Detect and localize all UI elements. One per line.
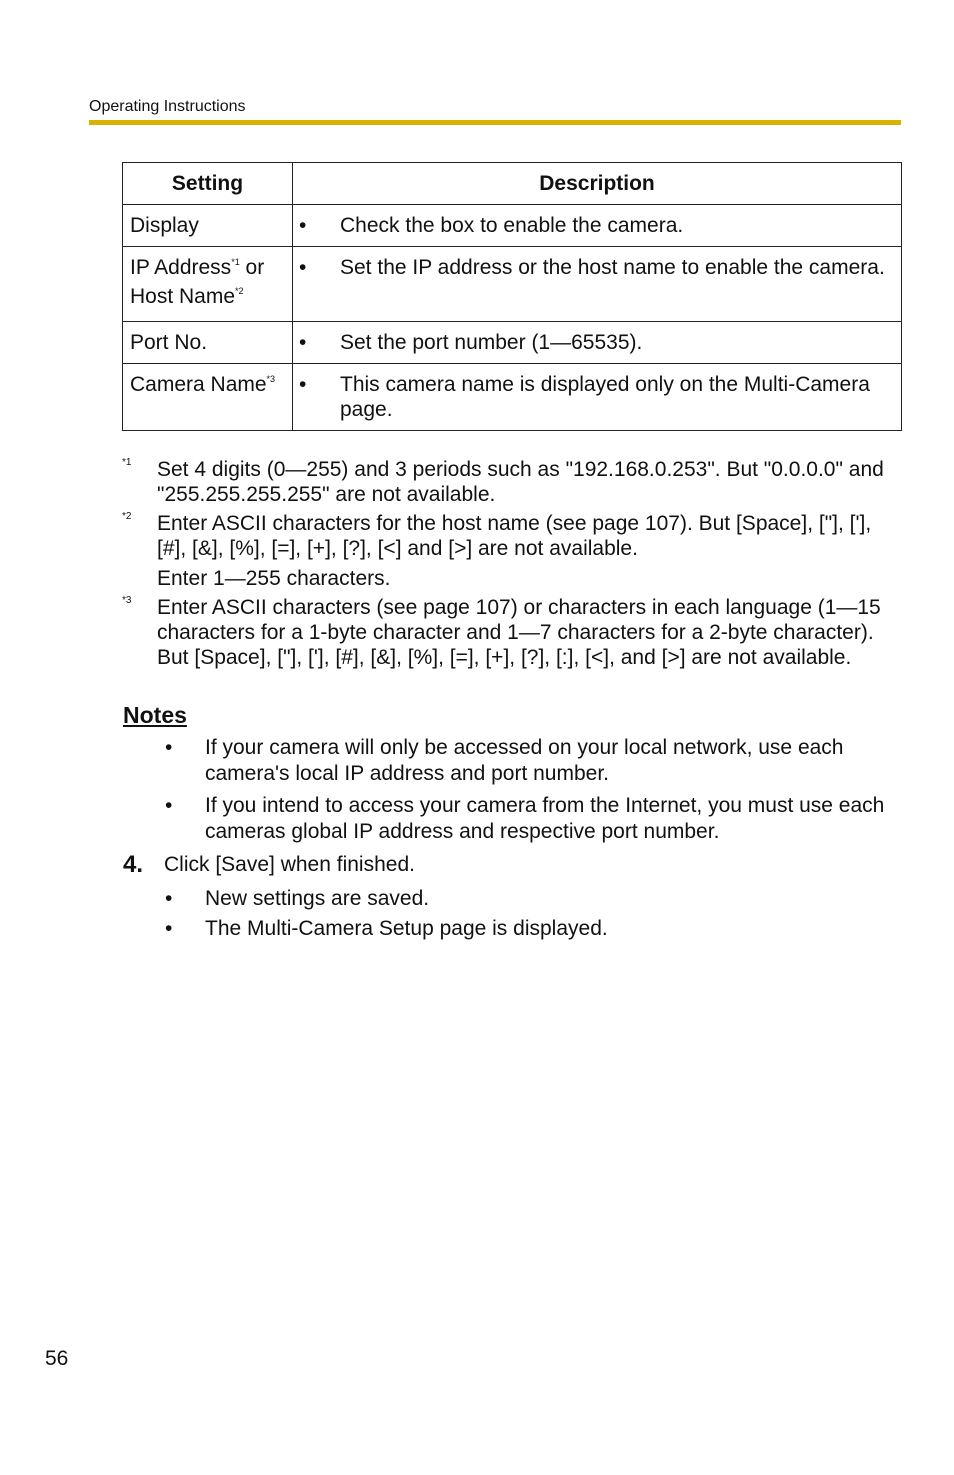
bullet: •: [299, 331, 307, 354]
description-cell: [293, 364, 902, 431]
bullet: •: [165, 794, 173, 817]
table-row: [123, 364, 902, 431]
running-header: Operating Instructions: [89, 98, 246, 115]
footnote-ref: *1: [231, 257, 240, 267]
footnote-text: Enter ASCII characters (see page 107) or characters in each language (1—15 characters for a 1-byte character and 1—7 characters for a 2-byte character). But [Space], ["], ['], [#], [&], [%], [=], [+], [?], [:], [<], and [>] are not available.: [157, 596, 881, 669]
table-row: [123, 205, 902, 247]
note-item: [165, 735, 905, 787]
notes-heading: Notes: [123, 702, 187, 728]
setting-name: Camera Name: [130, 373, 267, 396]
setting-cell: [123, 205, 293, 247]
bullet: •: [299, 214, 307, 237]
bullet: •: [165, 736, 173, 759]
note-item: [165, 793, 905, 845]
setting-cell: [123, 364, 293, 431]
footnote-ref: *2: [235, 286, 244, 296]
footnote-mark: *3: [122, 595, 132, 606]
setting-name: Host Name: [130, 285, 236, 308]
bullet: •: [299, 256, 307, 279]
bullet: •: [165, 917, 173, 940]
setting-cell: [123, 247, 293, 322]
page-number: 56: [45, 1347, 69, 1370]
table-header-row: [123, 163, 902, 205]
setting-name: IP Address: [130, 256, 232, 279]
footnote-text: Set 4 digits (0—255) and 3 periods such as "192.168.0.253". But "0.0.0.0" and "255.255.255.255" are not available.: [157, 458, 884, 506]
step-result-text: The Multi-Camera Setup page is displayed.: [205, 917, 608, 940]
setting-name: Display: [130, 214, 199, 237]
table-row: [123, 247, 902, 322]
description-cell: [293, 205, 902, 247]
step-text: Click [Save] when finished.: [164, 853, 415, 876]
table-row: [123, 322, 902, 364]
description-cell: [293, 247, 902, 322]
note-text: If you intend to access your camera from the Internet, you must use each cameras global IP address and respective port number.: [205, 794, 885, 843]
setting-name-tail: or: [239, 256, 265, 279]
description-text: Set the IP address or the host name to enable the camera.: [340, 256, 885, 279]
description-text: Set the port number (1—65535).: [340, 331, 643, 354]
settings-table: [122, 162, 902, 431]
footnote: [122, 511, 901, 591]
footnote-ref: *3: [266, 374, 276, 384]
bullet: •: [299, 373, 307, 396]
setting-name: Port No.: [130, 331, 208, 354]
step-result-item: [165, 916, 905, 942]
column-header-description: Description: [293, 163, 902, 205]
footnote-mark: *2: [122, 511, 132, 522]
step-result-item: [165, 886, 905, 912]
header-rule: [89, 120, 901, 125]
step-number: 4.: [123, 851, 144, 878]
description-text: This camera name is displayed only on the Multi-Camera page.: [340, 373, 870, 421]
footnote-text: Enter 1—255 characters.: [157, 567, 391, 590]
step-result-text: New settings are saved.: [205, 887, 430, 910]
column-header-setting: Setting: [123, 163, 293, 205]
setting-cell: [123, 322, 293, 364]
description-text: Check the box to enable the camera.: [340, 214, 684, 237]
note-text: If your camera will only be accessed on your local network, use each camera's local IP address and port number.: [205, 736, 844, 785]
footnote: [122, 457, 901, 507]
footnote-mark: *1: [122, 457, 132, 468]
description-cell: [293, 322, 902, 364]
footnote-text: Enter ASCII characters for the host name (see page 107). But [Space], ["], ['], [#], [&], [%], [=], [+], [?], [<] and [>] are not available.: [157, 512, 872, 560]
bullet: •: [165, 887, 173, 910]
footnote: [122, 595, 901, 670]
step-4: [123, 852, 415, 878]
